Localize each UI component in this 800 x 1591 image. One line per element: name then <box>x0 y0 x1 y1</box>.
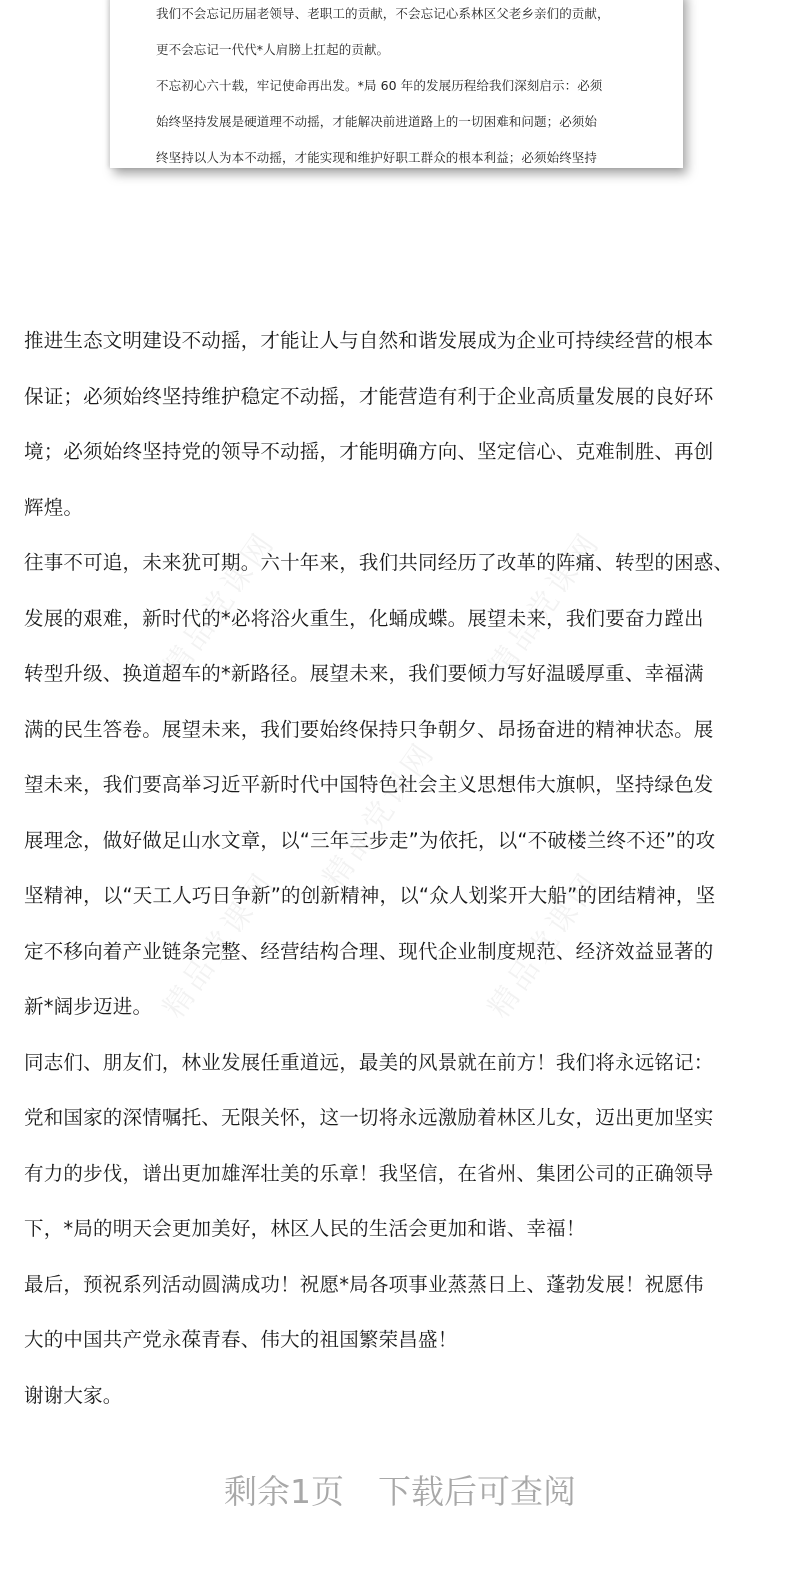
page-preview-card <box>110 0 683 168</box>
body-line: 党和国家的深情嘱托、无限关怀，这一切将永远激励着林区儿女，迈出更加坚实 <box>24 1106 714 1129</box>
body-line: 大的中国共产党永葆青春、伟大的祖国繁荣昌盛！ <box>24 1328 458 1351</box>
watermark: 精品党课网 <box>156 525 283 685</box>
download-hint-label: 下载后可查阅 <box>378 1472 576 1511</box>
body-line: 境；必须始终坚持党的领导不动摇，才能明确方向、坚定信心、克难制胜、再创 <box>24 440 714 463</box>
watermark: 精品党课网 <box>316 735 443 895</box>
preview-line: 始终坚持发展是硬道理不动摇，才能解决前进道路上的一切困难和问题；必须始 <box>156 114 598 129</box>
body-line: 最后，预祝系列活动圆满成功！祝愿*局各项事业蒸蒸日上、蓬勃发展！祝愿伟 <box>24 1273 704 1296</box>
preview-line: 不忘初心六十载，牢记使命再出发。*局 60 年的发展历程给我们深刻启示：必须 <box>156 78 603 93</box>
body-line: 新*阔步迈进。 <box>24 995 153 1018</box>
body-line: 望未来，我们要高举习近平新时代中国特色社会主义思想伟大旗帜，坚持绿色发 <box>24 773 714 796</box>
watermark: 精品党课网 <box>481 865 608 1025</box>
watermark: 精品党课网 <box>481 525 608 685</box>
body-line: 辉煌。 <box>24 496 84 519</box>
body-line: 坚精神，以“天工人巧日争新”的创新精神，以“众人划桨开大船”的团结精神，坚 <box>24 884 716 907</box>
body-line: 推进生态文明建设不动摇，才能让人与自然和谐发展成为企业可持续经营的根本 <box>24 329 714 352</box>
body-line: 展理念，做好做足山水文章，以“三年三步走”为依托，以“不破楼兰终不还”的攻 <box>24 829 716 852</box>
body-line: 转型升级、换道超车的*新路径。展望未来，我们要倾力写好温暖厚重、幸福满 <box>24 662 704 685</box>
preview-line: 终坚持以人为本不动摇，才能实现和维护好职工群众的根本利益；必须始终坚持 <box>156 150 598 165</box>
body-line: 下，*局的明天会更加美好，林区人民的生活会更加和谐、幸福！ <box>24 1217 586 1240</box>
body-line: 谢谢大家。 <box>24 1384 123 1407</box>
body-line: 定不移向着产业链条完整、经营结构合理、现代企业制度规范、经济效益显著的 <box>24 940 714 963</box>
preview-line: 我们不会忘记历届老领导、老职工的贡献，不会忘记心系林区父老乡亲们的贡献， <box>156 6 610 21</box>
body-line: 有力的步伐，谱出更加雄浑壮美的乐章！我坚信，在省州、集团公司的正确领导 <box>24 1162 714 1185</box>
body-line: 同志们、朋友们，林业发展任重道远，最美的风景就在前方！我们将永远铭记： <box>24 1051 714 1074</box>
preview-line: 更不会忘记一代代*人肩膀上扛起的贡献。 <box>156 42 390 57</box>
body-line: 保证；必须始终坚持维护稳定不动摇，才能营造有利于企业高质量发展的良好环 <box>24 385 714 408</box>
download-prompt[interactable] <box>0 1472 800 1512</box>
remaining-pages-label: 剩余1页 <box>224 1472 344 1511</box>
body-line: 满的民生答卷。展望未来，我们要始终保持只争朝夕、昂扬奋进的精神状态。展 <box>24 718 714 741</box>
body-line: 发展的艰难，新时代的*必将浴火重生，化蛹成蝶。展望未来，我们要奋力蹚出 <box>24 607 704 630</box>
body-line: 往事不可追，未来犹可期。六十年来，我们共同经历了改革的阵痛、转型的困惑、 <box>24 551 734 574</box>
watermark: 精品党课网 <box>156 865 283 1025</box>
